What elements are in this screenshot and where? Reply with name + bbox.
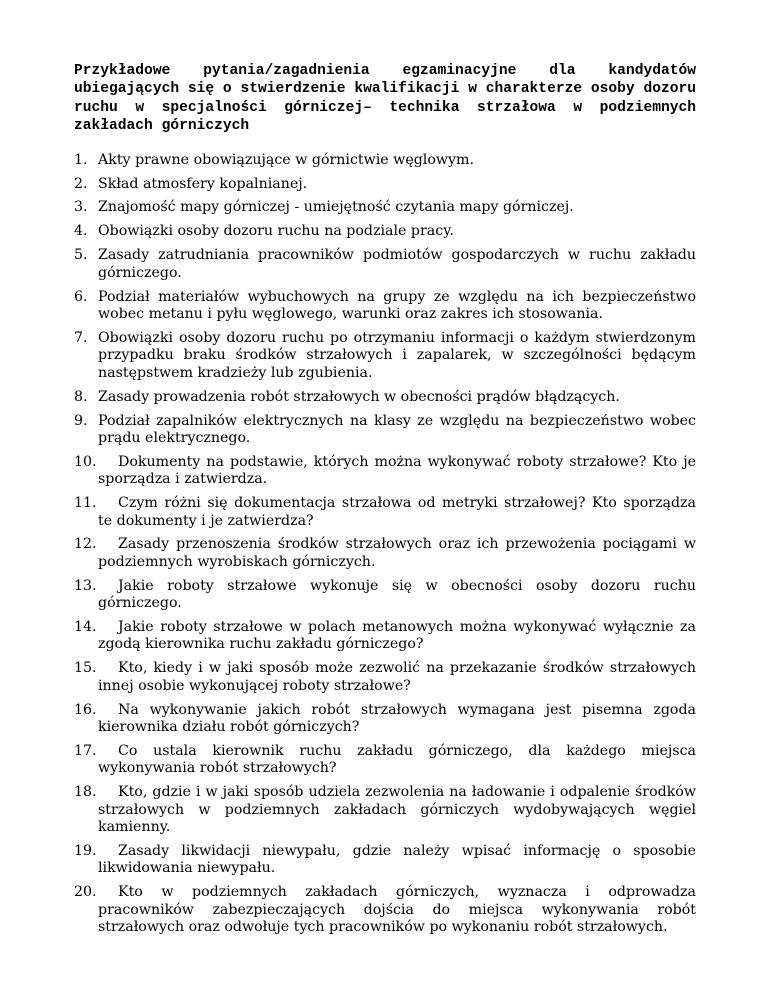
list-item	[74, 152, 696, 169]
list-item	[74, 843, 696, 878]
document-title: Przykładowe pytania/zagadnienia egzaminacyjne dla kandydatów ubiegających się o stwierdzenie kwalifikacji w charakterze osoby dozoru ruchu w specjalności górniczej– technika strzałowa w podziemnych zakładach górniczych	[74, 63, 696, 135]
list-item	[74, 702, 696, 737]
item-number: 3.	[74, 199, 88, 216]
item-number: 8.	[74, 388, 88, 405]
item-text: Zasady likwidacji niewypału, gdzie należy wpisać informację o sposobie likwidowania niewypału.	[98, 843, 696, 877]
list-item	[74, 454, 696, 489]
item-text: Kto, kiedy i w jaki sposób może zezwolić na przekazanie środków strzałowych innej osobie wykonującej roboty strzałowe?	[98, 660, 696, 694]
item-text: Podział materiałów wybuchowych na grupy ze względu na ich bezpieczeństwo wobec metanu i pyłu węglowego, warunki oraz zakres ich stosowania.	[98, 288, 696, 322]
item-text: Co ustala kierownik ruchu zakładu górniczego, dla każdego miejsca wykonywania robót strzałowych?	[98, 743, 696, 777]
list-item	[74, 413, 696, 448]
list-item	[74, 619, 696, 654]
item-text: Czym różni się dokumentacja strzałowa od metryki strzałowej? Kto sporządza te dokumenty i je zatwierdza?	[98, 495, 696, 529]
item-text: Skład atmosfery kopalnianej.	[98, 175, 308, 192]
list-item	[74, 223, 696, 240]
list-item	[74, 389, 696, 406]
item-number: 16.	[74, 701, 97, 718]
item-text: Akty prawne obowiązujące w górnictwie węglowym.	[98, 151, 474, 168]
list-item	[74, 176, 696, 193]
item-text: Obowiązki osoby dozoru ruchu na podziale pracy.	[98, 223, 454, 240]
list-item	[74, 578, 696, 613]
item-number: 15.	[74, 660, 97, 677]
item-number: 10.	[74, 453, 97, 470]
item-text: Zasady prowadzenia robót strzałowych w obecności prądów błądzących.	[98, 388, 620, 405]
list-item	[74, 495, 696, 530]
list-item	[74, 660, 696, 695]
item-number: 13.	[74, 577, 97, 594]
item-text: Jakie roboty strzałowe w polach metanowych można wykonywać wyłącznie za zgodą kierownika ruchu zakładu górniczego?	[98, 619, 696, 653]
list-item	[74, 884, 696, 936]
list-item	[74, 199, 696, 216]
item-text: Kto, gdzie i w jaki sposób udziela zezwolenia na ładowanie i odpalenie środków strzałowych w podziemnych zakładach górniczych wydobywających węgiel kamienny.	[98, 784, 696, 836]
item-text: Zasady przenoszenia środków strzałowych oraz ich przewożenia pociągami w podziemnych wyrobiskach górniczych.	[98, 536, 696, 570]
item-number: 17.	[74, 743, 97, 759]
item-text: Kto w podziemnych zakładach górniczych, wyznacza i odprowadza pracowników zabezpieczających dojścia do miejsca wykonywania robót strzałowych oraz odwołuje tych pracowników po wykonaniu robót strzałowych.	[98, 884, 696, 936]
item-number: 1.	[74, 151, 88, 168]
item-number: 18.	[74, 784, 97, 801]
item-number: 4.	[74, 223, 88, 240]
item-number: 5.	[74, 247, 88, 264]
list-item	[74, 743, 696, 778]
question-list	[74, 152, 696, 937]
item-number: 11.	[74, 495, 97, 512]
item-text: Na wykonywanie jakich robót strzałowych wymagana jest pisemna zgoda kierownika działu robót górniczych?	[98, 701, 696, 736]
list-item	[74, 536, 696, 571]
item-number: 19.	[74, 843, 97, 860]
item-number: 2.	[74, 175, 88, 192]
list-item	[74, 784, 696, 836]
item-text: Znajomość mapy górniczej - umiejętność czytania mapy górniczej.	[98, 199, 574, 216]
item-number: 7.	[74, 329, 88, 346]
item-number: 6.	[74, 288, 88, 305]
list-item	[74, 247, 696, 282]
item-text: Zasady zatrudniania pracowników podmiotów gospodarczych w ruchu zakładu górniczego.	[98, 247, 696, 281]
item-text: Dokumenty na podstawie, których można wykonywać roboty strzałowe? Kto je sporządza i zatwierdza.	[98, 453, 696, 488]
item-text: Jakie roboty strzałowe wykonuje się w obecności osoby dozoru ruchu górniczego.	[98, 577, 696, 612]
item-number: 14.	[74, 619, 97, 636]
item-number: 9.	[74, 412, 88, 429]
list-item	[74, 289, 696, 324]
item-number: 20.	[74, 884, 97, 901]
item-number: 12.	[74, 536, 97, 553]
item-text: Podział zapalników elektrycznych na klasy ze względu na bezpieczeństwo wobec prądu elektrycznego.	[98, 412, 696, 446]
item-text: Obowiązki osoby dozoru ruchu po otrzymaniu informacji o każdym stwierdzonym przypadku braku środków strzałowych i zapalarek, w szczególności będącym następstwem kradzieży lub zgubienia.	[98, 329, 696, 381]
list-item	[74, 330, 696, 382]
